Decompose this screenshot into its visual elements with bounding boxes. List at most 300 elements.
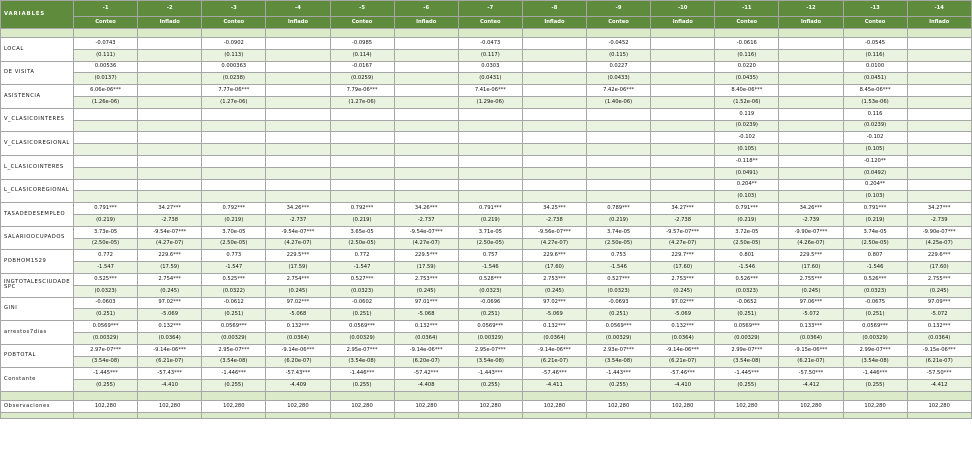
coefficient-cell: 2.99e-07*** — [715, 344, 779, 356]
coefficient-cell — [394, 179, 458, 191]
spacer-cell — [587, 29, 651, 38]
standard-error-cell — [74, 191, 138, 203]
coefficient-cell — [907, 85, 971, 97]
coefficient-cell: 34.27*** — [138, 203, 202, 215]
standard-error-cell: (0.0323) — [458, 285, 522, 297]
coefficient-cell — [522, 38, 586, 50]
coefficient-cell: 0.772 — [74, 250, 138, 262]
standard-error-cell — [74, 167, 138, 179]
standard-error-cell — [779, 144, 843, 156]
standard-error-cell — [522, 73, 586, 85]
coefficient-cell: 0.791*** — [458, 203, 522, 215]
coefficient-cell: 229.7*** — [651, 250, 715, 262]
coefficient-cell — [779, 155, 843, 167]
standard-error-cell: (2.50e-05) — [458, 238, 522, 250]
standard-error-cell: (0.245) — [138, 285, 202, 297]
coefficient-cell: 7.41e-06*** — [458, 85, 522, 97]
standard-error-cell: (0.0323) — [587, 285, 651, 297]
standard-error-cell: (3.54e-08) — [74, 356, 138, 368]
estimator-header: Inflado — [394, 17, 458, 29]
standard-error-cell — [74, 144, 138, 156]
standard-error-cell: (0.111) — [74, 49, 138, 61]
standard-error-cell — [522, 144, 586, 156]
standard-error-cell: (0.245) — [266, 285, 330, 297]
spacer-cell — [651, 391, 715, 400]
coefficient-cell: -1.446*** — [330, 368, 394, 380]
coefficient-cell: 34.27*** — [651, 203, 715, 215]
coefficient-cell: -0.0696 — [458, 297, 522, 309]
table-row — [1, 344, 972, 356]
coefficient-cell: 0.0227 — [587, 61, 651, 73]
standard-error-cell: -2.738 — [651, 214, 715, 226]
coefficient-cell: 7.79e-06*** — [330, 85, 394, 97]
table-row — [1, 238, 972, 250]
spacer-cell — [458, 391, 522, 400]
coefficient-cell — [522, 85, 586, 97]
coefficient-cell: 0.527*** — [587, 273, 651, 285]
table-row — [1, 309, 972, 321]
standard-error-cell: (2.50e-05) — [330, 238, 394, 250]
standard-error-cell: (0.0431) — [458, 73, 522, 85]
coefficient-cell — [522, 179, 586, 191]
standard-error-cell — [266, 73, 330, 85]
coefficient-cell: 2.95e-07*** — [202, 344, 266, 356]
coefficient-cell — [651, 85, 715, 97]
standard-error-cell — [587, 120, 651, 132]
standard-error-cell: (17.59) — [266, 262, 330, 274]
standard-error-cell: (0.103) — [843, 191, 907, 203]
variable-label: TASADEDESEMPLEO — [1, 203, 74, 227]
standard-error-cell: (0.219) — [330, 214, 394, 226]
standard-error-cell: (3.54e-08) — [715, 356, 779, 368]
observations-cell: 102,280 — [587, 400, 651, 412]
standard-error-cell — [522, 96, 586, 108]
spacer-cell — [907, 391, 971, 400]
spacer-cell — [522, 412, 586, 418]
table-row — [1, 132, 972, 144]
coefficient-cell: -0.0616 — [715, 38, 779, 50]
coefficient-cell — [907, 38, 971, 50]
standard-error-cell: (0.0364) — [138, 332, 202, 344]
standard-error-cell: (3.54e-08) — [202, 356, 266, 368]
variable-label: LOCAL — [1, 38, 74, 62]
coefficient-cell: -0.0652 — [715, 297, 779, 309]
table-row — [1, 250, 972, 262]
standard-error-cell: (0.0322) — [202, 285, 266, 297]
spacer-row — [1, 391, 972, 400]
standard-error-cell: (0.219) — [715, 214, 779, 226]
standard-error-cell: (17.60) — [522, 262, 586, 274]
standard-error-cell — [907, 144, 971, 156]
coefficient-cell: -57.50*** — [907, 368, 971, 380]
standard-error-cell — [587, 144, 651, 156]
variable-label: arrestos7dias — [1, 321, 74, 345]
spacer-cell — [843, 412, 907, 418]
spacer-cell — [843, 29, 907, 38]
standard-error-cell: (0.251) — [843, 309, 907, 321]
coefficient-cell: 0.0569*** — [587, 321, 651, 333]
standard-error-cell: (0.0364) — [779, 332, 843, 344]
coefficient-cell: -57.46*** — [651, 368, 715, 380]
standard-error-cell — [651, 73, 715, 85]
variable-label: V_CLASICOINTERES — [1, 108, 74, 132]
coefficient-cell — [522, 155, 586, 167]
standard-error-cell: -1.547 — [330, 262, 394, 274]
standard-error-cell: -4.408 — [394, 380, 458, 392]
standard-error-cell — [394, 144, 458, 156]
standard-error-cell: (0.103) — [715, 191, 779, 203]
coefficient-cell: 0.0569*** — [202, 321, 266, 333]
coefficient-cell: 2.754*** — [266, 273, 330, 285]
coefficient-cell: -0.118** — [715, 155, 779, 167]
standard-error-cell — [202, 167, 266, 179]
coefficient-cell: 0.791*** — [715, 203, 779, 215]
coefficient-cell: 97.09*** — [907, 297, 971, 309]
observations-cell: 102,280 — [202, 400, 266, 412]
standard-error-cell: (0.00329) — [458, 332, 522, 344]
coefficient-cell — [74, 179, 138, 191]
standard-error-cell — [651, 191, 715, 203]
standard-error-cell: (6.21e-07) — [907, 356, 971, 368]
standard-error-cell: (0.116) — [843, 49, 907, 61]
coefficient-cell — [138, 132, 202, 144]
estimator-header: Conteo — [74, 17, 138, 29]
coefficient-cell: -0.0473 — [458, 38, 522, 50]
variable-label: POBTOTAL — [1, 344, 74, 368]
standard-error-cell: (0.113) — [202, 49, 266, 61]
model-number-header: -14 — [907, 1, 971, 17]
standard-error-cell: (0.219) — [843, 214, 907, 226]
spacer-cell — [458, 412, 522, 418]
standard-error-cell — [651, 144, 715, 156]
standard-error-cell: (0.0323) — [715, 285, 779, 297]
standard-error-cell: (4.25e-07) — [907, 238, 971, 250]
standard-error-cell — [202, 191, 266, 203]
standard-error-cell: (0.0239) — [715, 120, 779, 132]
spacer-cell — [1, 412, 74, 418]
coefficient-cell: -9.90e-07*** — [907, 226, 971, 238]
standard-error-cell: -4.410 — [138, 380, 202, 392]
estimator-header: Conteo — [715, 17, 779, 29]
standard-error-cell: (0.0137) — [74, 73, 138, 85]
coefficient-cell — [779, 61, 843, 73]
coefficient-cell: 0.116 — [843, 108, 907, 120]
standard-error-cell: (0.0239) — [843, 120, 907, 132]
standard-error-cell: (1.53e-06) — [843, 96, 907, 108]
standard-error-cell: -1.547 — [74, 262, 138, 274]
table-row — [1, 214, 972, 226]
coefficient-cell — [266, 132, 330, 144]
standard-error-cell: -2.739 — [907, 214, 971, 226]
standard-error-cell: (0.00329) — [843, 332, 907, 344]
standard-error-cell — [330, 191, 394, 203]
standard-error-cell: (4.27e-07) — [522, 238, 586, 250]
standard-error-cell — [907, 73, 971, 85]
standard-error-cell: (0.0323) — [843, 285, 907, 297]
table-row — [1, 332, 972, 344]
coefficient-cell: 0.527*** — [330, 273, 394, 285]
coefficient-cell: -1.443*** — [458, 368, 522, 380]
standard-error-cell: (0.0259) — [330, 73, 394, 85]
coefficient-cell — [202, 132, 266, 144]
spacer-cell — [266, 29, 330, 38]
standard-error-cell: (0.116) — [715, 49, 779, 61]
coefficient-cell: 0.525*** — [74, 273, 138, 285]
coefficient-cell: 2.95e-07*** — [458, 344, 522, 356]
standard-error-cell: (3.54e-08) — [330, 356, 394, 368]
coefficient-cell: 0.525*** — [202, 273, 266, 285]
coefficient-cell — [587, 108, 651, 120]
standard-error-cell: (2.50e-05) — [587, 238, 651, 250]
standard-error-cell — [394, 73, 458, 85]
standard-error-cell — [779, 73, 843, 85]
variable-label: SALARIOOCUPADOS — [1, 226, 74, 250]
coefficient-cell: 0.791*** — [74, 203, 138, 215]
observations-cell: 102,280 — [715, 400, 779, 412]
coefficient-cell — [266, 108, 330, 120]
standard-error-cell: -5.069 — [522, 309, 586, 321]
observations-cell: 102,280 — [74, 400, 138, 412]
coefficient-cell — [779, 179, 843, 191]
coefficient-cell: 0.0569*** — [458, 321, 522, 333]
spacer-row — [1, 29, 972, 38]
standard-error-cell: (3.54e-08) — [458, 356, 522, 368]
coefficient-cell: -0.0167 — [330, 61, 394, 73]
observations-cell: 102,280 — [651, 400, 715, 412]
variable-label: POBHOM1529 — [1, 250, 74, 274]
standard-error-cell: (17.59) — [138, 262, 202, 274]
spacer-cell — [138, 29, 202, 38]
coefficient-cell: 0.0569*** — [843, 321, 907, 333]
standard-error-cell: (2.50e-05) — [74, 238, 138, 250]
coefficient-cell: 0.773 — [202, 250, 266, 262]
coefficient-cell — [266, 155, 330, 167]
coefficient-cell: 2.99e-07*** — [843, 344, 907, 356]
observations-cell: 102,280 — [779, 400, 843, 412]
coefficient-cell — [779, 85, 843, 97]
coefficient-cell: 3.71e-05 — [458, 226, 522, 238]
coefficient-cell — [202, 179, 266, 191]
standard-error-cell — [394, 191, 458, 203]
coefficient-cell: -9.14e-06*** — [138, 344, 202, 356]
coefficient-cell: 0.807 — [843, 250, 907, 262]
standard-error-cell: -4.412 — [907, 380, 971, 392]
standard-error-cell: (0.0323) — [330, 285, 394, 297]
coefficient-cell: -57.46*** — [522, 368, 586, 380]
standard-error-cell: (0.117) — [458, 49, 522, 61]
coefficient-cell: 7.42e-06*** — [587, 85, 651, 97]
standard-error-cell — [138, 49, 202, 61]
coefficient-cell — [266, 38, 330, 50]
coefficient-cell: 8.40e-06*** — [715, 85, 779, 97]
coefficient-cell: -1.445*** — [715, 368, 779, 380]
coefficient-cell — [522, 108, 586, 120]
standard-error-cell: -5.069 — [138, 309, 202, 321]
standard-error-cell: (3.54e-08) — [843, 356, 907, 368]
coefficient-cell: 2.755*** — [907, 273, 971, 285]
standard-error-cell: (0.0364) — [394, 332, 458, 344]
coefficient-cell: -9.14e-06*** — [266, 344, 330, 356]
standard-error-cell: -2.738 — [138, 214, 202, 226]
standard-error-cell: -5.068 — [266, 309, 330, 321]
standard-error-cell: (0.00329) — [587, 332, 651, 344]
standard-error-cell — [458, 167, 522, 179]
coefficient-cell: 8.45e-06*** — [843, 85, 907, 97]
model-number-header: -9 — [587, 1, 651, 17]
coefficient-cell: -1.443*** — [587, 368, 651, 380]
standard-error-cell: -2.737 — [394, 214, 458, 226]
coefficient-cell: -9.15e-06*** — [779, 344, 843, 356]
coefficient-cell — [651, 179, 715, 191]
coefficient-cell: 0.0220 — [715, 61, 779, 73]
standard-error-cell — [522, 49, 586, 61]
variable-label: L_CLASICOINTERES — [1, 155, 74, 179]
coefficient-cell — [74, 155, 138, 167]
coefficient-cell — [779, 108, 843, 120]
model-number-header: -2 — [138, 1, 202, 17]
coefficient-cell: -9.14e-06*** — [522, 344, 586, 356]
standard-error-cell: (0.245) — [907, 285, 971, 297]
coefficient-cell: 3.70e-05 — [202, 226, 266, 238]
model-number-header: -11 — [715, 1, 779, 17]
standard-error-cell — [522, 167, 586, 179]
coefficient-cell: 0.801 — [715, 250, 779, 262]
coefficient-cell — [394, 108, 458, 120]
standard-error-cell: (0.255) — [74, 380, 138, 392]
standard-error-cell: (6.20e-07) — [394, 356, 458, 368]
coefficient-cell: 2.754*** — [138, 273, 202, 285]
standard-error-cell — [458, 120, 522, 132]
standard-error-cell — [651, 167, 715, 179]
spacer-cell — [202, 29, 266, 38]
standard-error-cell: (0.255) — [330, 380, 394, 392]
table-row — [1, 368, 972, 380]
model-number-header: -12 — [779, 1, 843, 17]
coefficient-cell: 97.06*** — [779, 297, 843, 309]
coefficient-cell: -57.42*** — [394, 368, 458, 380]
coefficient-cell — [907, 61, 971, 73]
coefficient-cell — [138, 155, 202, 167]
spacer-cell — [715, 391, 779, 400]
coefficient-cell — [394, 85, 458, 97]
coefficient-cell: -0.0743 — [74, 38, 138, 50]
observations-cell: 102,280 — [843, 400, 907, 412]
coefficient-cell: 97.02*** — [138, 297, 202, 309]
coefficient-cell: 0.0100 — [843, 61, 907, 73]
coefficient-cell — [522, 132, 586, 144]
coefficient-cell: 2.97e-07*** — [74, 344, 138, 356]
standard-error-cell: (0.251) — [715, 309, 779, 321]
coefficient-cell — [266, 85, 330, 97]
standard-error-cell: -5.068 — [394, 309, 458, 321]
coefficient-cell: 34.26*** — [266, 203, 330, 215]
table-row — [1, 49, 972, 61]
standard-error-cell: (0.251) — [202, 309, 266, 321]
standard-error-cell: (1.27e-06) — [330, 96, 394, 108]
table-row — [1, 380, 972, 392]
coefficient-cell: 0.132*** — [651, 321, 715, 333]
coefficient-cell: -9.14e-06*** — [394, 344, 458, 356]
estimator-header: Inflado — [779, 17, 843, 29]
standard-error-cell — [394, 120, 458, 132]
coefficient-cell: -9.54e-07*** — [394, 226, 458, 238]
standard-error-cell: (4.27e-07) — [394, 238, 458, 250]
standard-error-cell — [779, 96, 843, 108]
standard-error-cell: (0.00329) — [715, 332, 779, 344]
standard-error-cell — [138, 191, 202, 203]
spacer-cell — [587, 391, 651, 400]
spacer-cell — [394, 391, 458, 400]
standard-error-cell: (0.251) — [458, 309, 522, 321]
standard-error-cell — [266, 49, 330, 61]
spacer-cell — [74, 29, 138, 38]
standard-error-cell: (0.0491) — [715, 167, 779, 179]
coefficient-cell — [522, 61, 586, 73]
standard-error-cell: (1.26e-06) — [74, 96, 138, 108]
coefficient-cell: 34.25*** — [522, 203, 586, 215]
model-number-header: -1 — [74, 1, 138, 17]
coefficient-cell — [587, 179, 651, 191]
coefficient-cell — [458, 179, 522, 191]
standard-error-cell: (0.255) — [458, 380, 522, 392]
standard-error-cell — [266, 191, 330, 203]
coefficient-cell: 229.6*** — [138, 250, 202, 262]
coefficient-cell — [651, 155, 715, 167]
model-number-header: -5 — [330, 1, 394, 17]
standard-error-cell: (0.251) — [74, 309, 138, 321]
coefficient-cell: -0.0902 — [202, 38, 266, 50]
coefficient-cell: 2.753*** — [522, 273, 586, 285]
observations-cell: 102,280 — [522, 400, 586, 412]
standard-error-cell: -2.737 — [266, 214, 330, 226]
standard-error-cell — [651, 96, 715, 108]
observations-cell: 102,280 — [330, 400, 394, 412]
standard-error-cell: (2.50e-05) — [843, 238, 907, 250]
coefficient-cell: -0.0985 — [330, 38, 394, 50]
standard-error-cell: -5.072 — [907, 309, 971, 321]
standard-error-cell: (17.59) — [394, 262, 458, 274]
standard-error-cell: (0.0433) — [587, 73, 651, 85]
standard-error-cell: -1.546 — [715, 262, 779, 274]
coefficient-cell: 3.74e-05 — [587, 226, 651, 238]
standard-error-cell: (6.21e-07) — [138, 356, 202, 368]
coefficient-cell — [651, 132, 715, 144]
coefficient-cell — [138, 38, 202, 50]
table-row — [1, 96, 972, 108]
coefficient-cell: 97.02*** — [266, 297, 330, 309]
coefficient-cell — [907, 179, 971, 191]
coefficient-cell: 0.528*** — [458, 273, 522, 285]
standard-error-cell — [522, 191, 586, 203]
table-row — [1, 285, 972, 297]
spacer-cell — [779, 29, 843, 38]
coefficient-cell: -0.0452 — [587, 38, 651, 50]
standard-error-cell — [266, 167, 330, 179]
standard-error-cell — [907, 120, 971, 132]
variable-label: DE VISITA — [1, 61, 74, 85]
coefficient-cell — [907, 155, 971, 167]
standard-error-cell: (6.21e-07) — [779, 356, 843, 368]
coefficient-cell — [458, 108, 522, 120]
standard-error-cell: (1.52e-06) — [715, 96, 779, 108]
table-row — [1, 273, 972, 285]
coefficient-cell: -0.0603 — [74, 297, 138, 309]
coefficient-cell — [138, 61, 202, 73]
standard-error-cell: (0.245) — [522, 285, 586, 297]
standard-error-cell: (0.00329) — [74, 332, 138, 344]
coefficient-cell: 0.792*** — [330, 203, 394, 215]
spacer-cell — [779, 391, 843, 400]
